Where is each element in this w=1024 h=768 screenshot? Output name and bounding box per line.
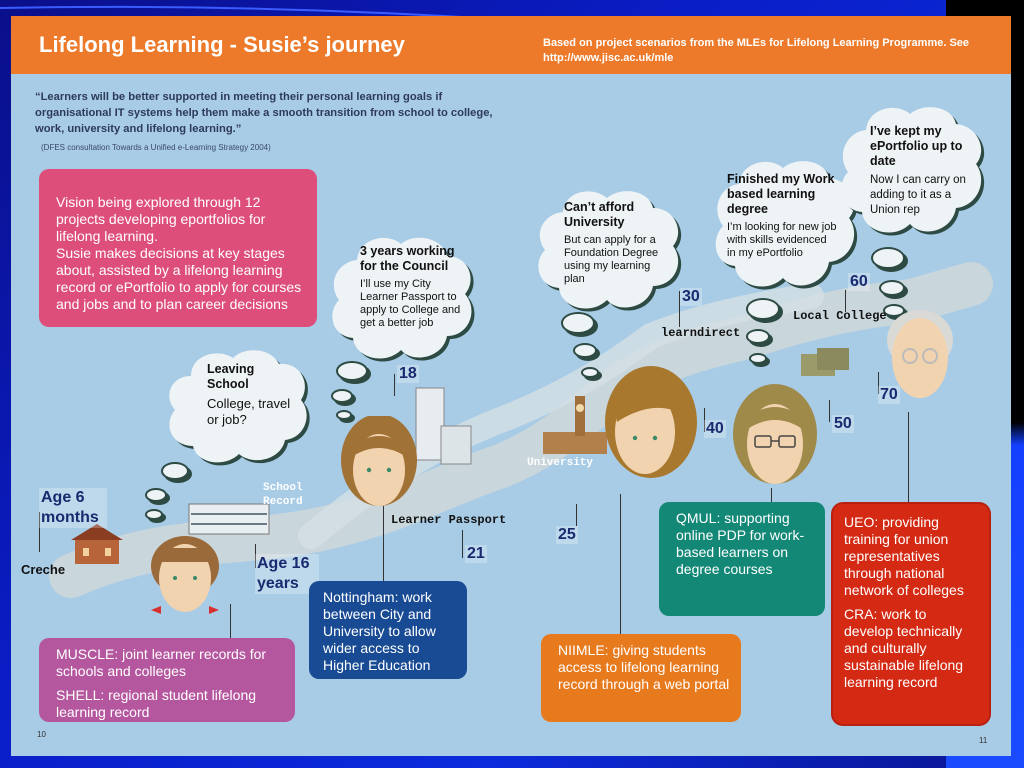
learndirect-label: learndirect	[661, 326, 741, 340]
niimle-text: NIIMLE: giving students access to lifelong learning record through a web portal	[558, 642, 730, 692]
vision-text: Vision being explored through 12 projects developing eportfolios for lifelong learning. Susie makes decisions at key stages about, assisted by a lifelong learning record or ePortfolio to apply for courses and jobs and to plan career decisions	[56, 194, 302, 312]
thought-puff	[749, 353, 767, 364]
pointer-line	[620, 494, 621, 634]
muscle-text: MUSCLE: joint learner records for schools and colleges	[56, 646, 267, 679]
council-towers	[416, 388, 471, 464]
cloud-heading: I’ve kept my ePortfolio up to date	[870, 124, 963, 168]
cloud-leaving-school	[161, 346, 313, 471]
thought-puff	[145, 509, 163, 520]
cloud-council	[327, 232, 479, 368]
nottingham-text: Nottingham: work between City and University to allow wider access to Higher Education	[323, 589, 436, 673]
thought-puff	[336, 361, 368, 381]
poster-title: Lifelong Learning - Susie’s journey	[39, 32, 405, 57]
age-label-6-months: Age 6 months	[39, 488, 107, 528]
local-college-building	[801, 348, 849, 376]
quote-source: (DFES consultation Towards a Unified e-Learning Strategy 2004)	[41, 143, 271, 152]
cloud-heading: Can’t afford University	[564, 200, 635, 229]
pointer-line	[829, 400, 830, 422]
cloud-body: I’ll use my City Learner Passport to apply to College and get a better job	[360, 278, 461, 329]
ueo-cra-box	[833, 504, 989, 724]
ueo-text: UEO: providing training for union representatives through national network of colleges	[844, 514, 964, 598]
school-record-label: School Record	[263, 482, 303, 508]
page-number-left: 10	[37, 730, 46, 739]
university-label: University	[527, 457, 594, 469]
cloud-eportfolio	[836, 102, 988, 244]
cloud-university	[533, 186, 685, 316]
age-label-30: 30	[682, 288, 700, 305]
thought-puff	[145, 488, 167, 502]
cra-text: CRA: work to develop technically and culturally sustainable lifelong learning record	[844, 606, 964, 690]
cloud-body: But can apply for a Foundation Degree using my learning plan	[564, 234, 659, 285]
age-label-16-years: Age 16 years	[255, 554, 319, 594]
shell-text: SHELL: regional student lifelong learning record	[56, 687, 257, 720]
thought-puff	[879, 280, 905, 296]
thought-puff	[561, 312, 595, 334]
cloud-heading: Leaving School	[207, 362, 255, 391]
cloud-heading: Finished my Work based learning degree	[727, 172, 835, 216]
thought-puff	[331, 389, 353, 403]
creche-building	[71, 524, 123, 564]
baby-susie-figure	[145, 526, 225, 618]
thought-puff	[573, 343, 597, 358]
pointer-line	[576, 504, 577, 526]
cloud-body: College, travel or job?	[207, 396, 291, 427]
pointer-line	[394, 374, 395, 396]
vision-box	[39, 169, 317, 327]
age-label-25: 25	[558, 526, 576, 543]
pointer-line	[908, 412, 909, 502]
adult-susie-figure	[601, 366, 701, 486]
age-label-40: 40	[706, 420, 724, 437]
creche-label: Creche	[21, 562, 66, 577]
teen-susie-figure	[339, 416, 419, 512]
thought-puff	[871, 247, 905, 269]
nottingham-box	[309, 581, 467, 679]
thought-puff	[746, 298, 780, 320]
cloud-body: Now I can carry on adding to it as a Union rep	[870, 174, 966, 216]
local-college-label: Local College	[793, 309, 887, 323]
muscle-shell-box	[39, 638, 295, 722]
poster	[11, 16, 1011, 756]
age-label-21: 21	[467, 545, 485, 562]
qmul-text: QMUL: supporting online PDP for work-based learners on degree courses	[676, 510, 805, 577]
age-label-50: 50	[834, 415, 852, 432]
niimle-box	[541, 634, 741, 722]
thought-puff	[746, 329, 770, 344]
poster-header	[11, 16, 1011, 74]
pointer-line	[383, 506, 384, 584]
pointer-line	[462, 530, 463, 558]
age-label-60: 60	[850, 273, 868, 290]
learner-passport-label: Learner Passport	[391, 513, 507, 527]
qmul-box	[659, 502, 825, 616]
age-label-70: 70	[880, 386, 898, 403]
thought-puff	[161, 462, 189, 480]
header-note: Based on project scenarios from the MLEs for Lifelong Learning Programme. See http://www.jisc.ac.uk/mle	[543, 37, 970, 64]
pointer-line	[230, 604, 231, 640]
thought-puff	[581, 367, 599, 378]
quote-text: “Learners will be better supported in meeting their personal learning goals if organisational IT systems help them make a smooth transition from school to college, work, university and lifelong learning.”	[35, 91, 493, 135]
page-number-right: 11	[979, 736, 988, 745]
pointer-line	[771, 488, 772, 502]
middle-aged-susie-figure	[729, 382, 821, 492]
cloud-body: I’m looking for new job with skills evidenced in my ePortfolio	[727, 221, 837, 259]
cloud-heading: 3 years working for the Council	[360, 244, 455, 273]
age-label-18: 18	[399, 365, 417, 382]
